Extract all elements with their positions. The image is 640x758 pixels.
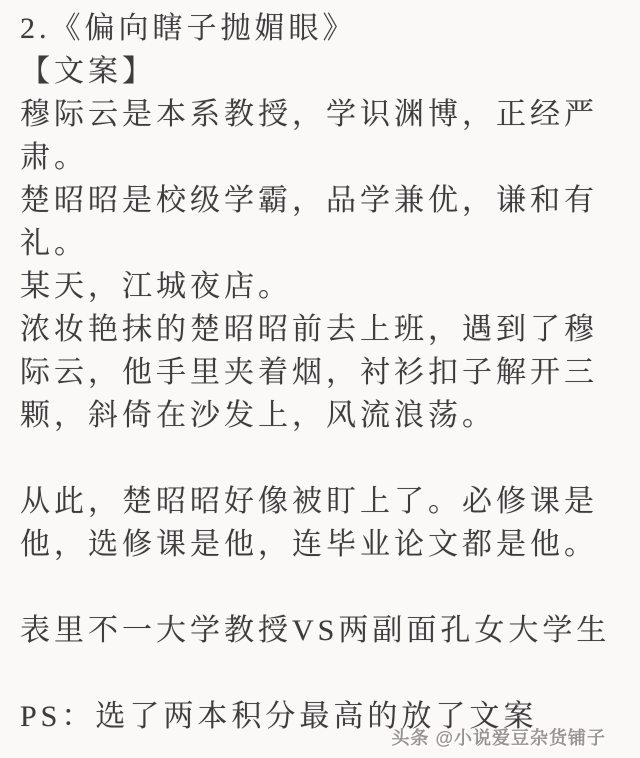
synopsis-line-hero-intro: 穆际云是本系教授，学识渊博，正经严肃。 [20,98,598,174]
book-title: 2.《偏向瞎子抛媚眼》 [20,12,357,45]
synopsis-line-heroine-intro: 楚昭昭是校级学霸，品学兼优，谦和有礼。 [20,184,598,260]
synopsis-line-aftermath: 从此，楚昭昭好像被盯上了。必修课是他，选修课是他，连毕业论文都是他。 [20,485,598,561]
synopsis-line-encounter: 浓妆艳抹的楚昭昭前去上班，遇到了穆际云，他手里夹着烟，衬衫扣子解开三颗，斜倚在沙发上，风流浪荡。 [20,313,598,432]
blank-line [20,437,620,480]
vs-tagline: 表里不一大学教授VS两副面孔女大学生 [20,614,611,647]
blank-line [20,652,620,695]
synopsis-line-scene: 某天，江城夜店。 [20,270,292,303]
copy-section-label: 【文案】 [20,55,156,88]
blank-line [20,566,620,609]
toutiao-watermark: 头条 @小说爱豆杂货铺子 [391,728,606,748]
ps-note: PS：选了两本积分最高的放了文案 [20,700,538,733]
